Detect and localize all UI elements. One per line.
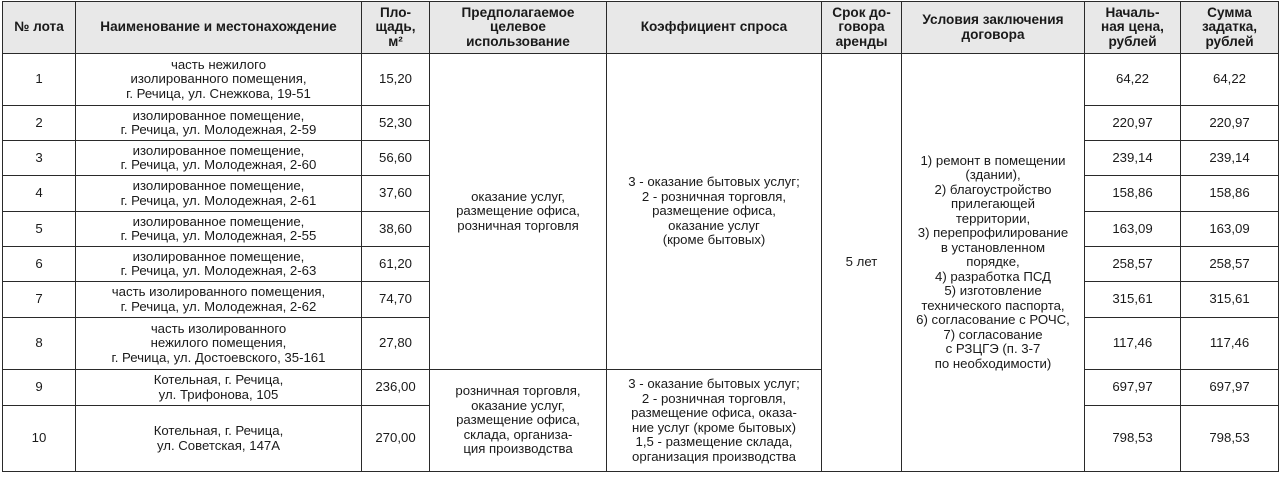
deposit-amount: 220,97: [1181, 106, 1279, 141]
header-name: Наименование и местонахождение: [76, 2, 362, 54]
table-row: [3, 54, 1279, 106]
lot-name: часть изолированного помещения, г. Речица, ул. Молодежная, 2-62: [76, 282, 362, 318]
lot-number: 3: [3, 141, 76, 176]
deposit-amount: 158,86: [1181, 176, 1279, 212]
lot-number: 7: [3, 282, 76, 318]
lot-number: 1: [3, 54, 76, 106]
start-price: 117,46: [1085, 318, 1181, 370]
lot-area: 52,30: [362, 106, 430, 141]
lot-area: 27,80: [362, 318, 430, 370]
lot-area: 37,60: [362, 176, 430, 212]
lot-area: 61,20: [362, 247, 430, 282]
contract-conditions: 1) ремонт в помещении (здании), 2) благоустройство прилегающей территории, 3) перепрофилирование в установленном порядке, 4) разработка ПСД 5) изготовление технического паспорта, 6) согласование с РОЧС, 7) согласование с РЗЦГЭ (п. 3-7 по необходимости): [902, 54, 1085, 472]
start-price: 158,86: [1085, 176, 1181, 212]
deposit-amount: 798,53: [1181, 406, 1279, 472]
lot-name: изолированное помещение, г. Речица, ул. Молодежная, 2-60: [76, 141, 362, 176]
start-price: 239,14: [1085, 141, 1181, 176]
deposit-amount: 258,57: [1181, 247, 1279, 282]
lot-number: 4: [3, 176, 76, 212]
lease-term: 5 лет: [822, 54, 902, 472]
deposit-amount: 163,09: [1181, 212, 1279, 247]
lot-area: 56,60: [362, 141, 430, 176]
lot-name: изолированное помещение, г. Речица, ул. Молодежная, 2-55: [76, 212, 362, 247]
header-use: Предполагаемое целевое использование: [430, 2, 607, 54]
demand-coefficient-group-1: 3 - оказание бытовых услуг; 2 - розничная торговля, размещение офиса, оказание услуг (кроме бытовых): [607, 54, 822, 370]
start-price: 64,22: [1085, 54, 1181, 106]
start-price: 258,57: [1085, 247, 1181, 282]
intended-use-group-2: розничная торговля, оказание услуг, размещение офиса, склада, организа- ция производства: [430, 370, 607, 472]
lot-area: 270,00: [362, 406, 430, 472]
header-deposit: Сумма задатка, рублей: [1181, 2, 1279, 54]
intended-use-group-1: оказание услуг, размещение офиса, розничная торговля: [430, 54, 607, 370]
lot-number: 8: [3, 318, 76, 370]
start-price: 163,09: [1085, 212, 1181, 247]
table-row: [3, 370, 1279, 406]
lot-number: 6: [3, 247, 76, 282]
header-lot: № лота: [3, 2, 76, 54]
lot-area: 236,00: [362, 370, 430, 406]
lot-name: изолированное помещение, г. Речица, ул. Молодежная, 2-59: [76, 106, 362, 141]
header-term: Срок до- говора аренды: [822, 2, 902, 54]
header-area: Пло- щадь, м²: [362, 2, 430, 54]
start-price: 315,61: [1085, 282, 1181, 318]
header-coef: Коэффициент спроса: [607, 2, 822, 54]
lot-number: 9: [3, 370, 76, 406]
header-price: Началь- ная цена, рублей: [1085, 2, 1181, 54]
start-price: 697,97: [1085, 370, 1181, 406]
header-row: [3, 2, 1279, 54]
lot-name: Котельная, г. Речица, ул. Трифонова, 105: [76, 370, 362, 406]
deposit-amount: 239,14: [1181, 141, 1279, 176]
lot-name: изолированное помещение, г. Речица, ул. Молодежная, 2-61: [76, 176, 362, 212]
lot-name: изолированное помещение, г. Речица, ул. Молодежная, 2-63: [76, 247, 362, 282]
lot-name: Котельная, г. Речица, ул. Советская, 147А: [76, 406, 362, 472]
deposit-amount: 64,22: [1181, 54, 1279, 106]
lot-area: 38,60: [362, 212, 430, 247]
deposit-amount: 315,61: [1181, 282, 1279, 318]
start-price: 798,53: [1085, 406, 1181, 472]
lot-area: 74,70: [362, 282, 430, 318]
deposit-amount: 117,46: [1181, 318, 1279, 370]
deposit-amount: 697,97: [1181, 370, 1279, 406]
demand-coefficient-group-2: 3 - оказание бытовых услуг; 2 - розничная торговля, размещение офиса, оказа- ние услуг (кроме бытовых) 1,5 - размещение склада, организация производства: [607, 370, 822, 472]
lot-name: часть нежилого изолированного помещения, г. Речица, ул. Снежкова, 19-51: [76, 54, 362, 106]
lot-name: часть изолированного нежилого помещения, г. Речица, ул. Достоевского, 35-161: [76, 318, 362, 370]
header-conditions: Условия заключения договора: [902, 2, 1085, 54]
lot-number: 10: [3, 406, 76, 472]
lots-table: [2, 1, 1279, 472]
lot-number: 5: [3, 212, 76, 247]
start-price: 220,97: [1085, 106, 1181, 141]
lot-area: 15,20: [362, 54, 430, 106]
lot-number: 2: [3, 106, 76, 141]
